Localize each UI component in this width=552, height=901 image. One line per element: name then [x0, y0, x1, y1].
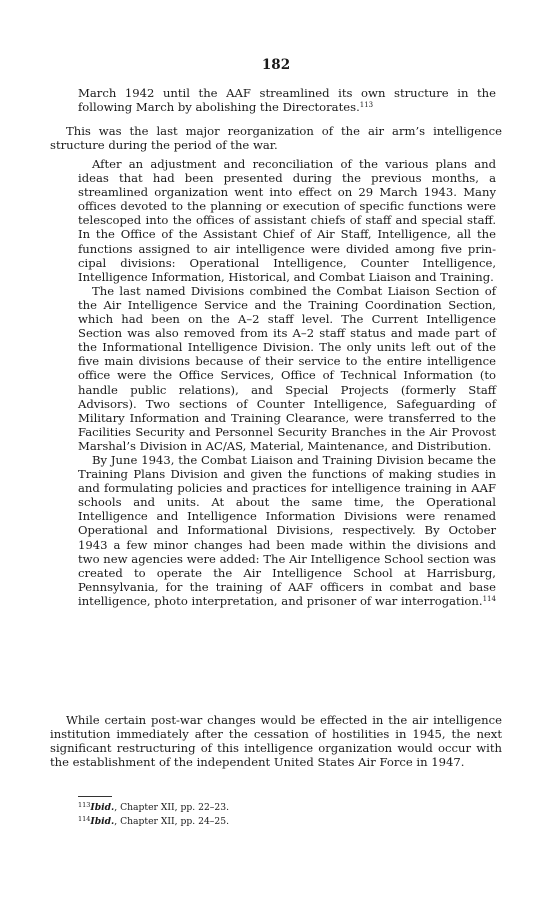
footnotes	[78, 800, 498, 827]
footnote-text: , Chapter XII, pp. 24–25.	[114, 815, 229, 827]
quote-paragraph-2: The last named Divisions combined the Combat Liaison Section of the Air Intelligence Service and the Training Coordination Section, which had been on the A–2 staff level. The Current Intelligence Section was also removed from its A–2 staff status and made part of the Informational Intelligence Division. The only units left out of the five main divisions because of their service to the entire intelligence office were the Office Services, Office of Technical Information (to handle public relations), and Special Projects (formerly Staff Advisors). Two sections of Counter Intelligence, Safeguarding of Military Information and Training Clearance, were transferred to the Facilities Security and Personnel Security Branches in the Air Provost Marshal’s Division in AC/AS, Material, Maintenance, and Distribution.	[78, 283, 496, 453]
footnote-ibid: Ibid.	[90, 802, 115, 813]
footnote-number: 113	[78, 801, 91, 809]
block-quote	[78, 157, 496, 608]
quote-paragraph-3	[78, 453, 496, 608]
intro-quote-text: March 1942 until the AAF streamlined its own structure in the following March by abolishing the Directorates.	[78, 86, 496, 115]
footnote-ref-113: 113	[359, 101, 374, 110]
footnote-text: , Chapter XII, pp. 22–23.	[114, 802, 229, 813]
footnote-number: 114	[78, 814, 91, 823]
footnote-divider	[78, 796, 112, 797]
body-paragraph-1-text: This was the last major reorganization of the air arm’s intelligence structure during the period of the war.	[50, 124, 502, 153]
page-number: 182	[261, 57, 291, 73]
footnote-ibid: Ibid.	[90, 815, 115, 827]
body-paragraph-1	[50, 124, 502, 152]
intro-quote	[78, 86, 496, 114]
footnote-113	[78, 800, 498, 814]
quote-paragraph-1: After an adjustment and reconciliation of the various plans and ideas that had been presented during the previous months, a streamlined organization went into effect on 29 March 1943. Many offices devoted to the planning or execution of specific functions were telescoped into the offices of assistant chiefs of staff and special staff. In the Office of the Assistant Chief of Air Staff, Intelligence, all the functions assigned to air intelligence were divided among five principal divisions: Operational Intelligence, Counter Intelligence, Intelligence Information, Historical, and Combat Liaison and Training.	[78, 157, 496, 284]
body-paragraph-2-text: While certain post-war changes would be effected in the air intelligence institution immediately after the cessation of hostilities in 1945, the next significant restructuring of this intelligence organization would occur with the establishment of the independent United States Air Force in 1947.	[50, 713, 502, 770]
intro-quote-paragraph	[78, 86, 496, 114]
footnote-ref-114: 114	[482, 594, 496, 603]
footnote-114	[78, 814, 498, 828]
body-paragraph-2	[50, 713, 502, 769]
quote-paragraph-3-text: By June 1943, the Combat Liaison and Training Division became the Training Plans Division and given the functions of making studies in and formulating policies and practices for intelligence training in AAF schools and units. At about the same time, the Operational Intelligence and Intelligence Information Divisions were renamed Operational and Informational Divisions, respectively. By October 1943 a few minor changes had been made within the divisions and two new agencies were added: The Air Intelligence School section was created to operate the Air Intelligence School at Harrisburg, Pennsylvania, for the training of AAF officers in combat and base intelligence, photo interpretation, and prisoner of war interrogation.	[78, 452, 496, 608]
